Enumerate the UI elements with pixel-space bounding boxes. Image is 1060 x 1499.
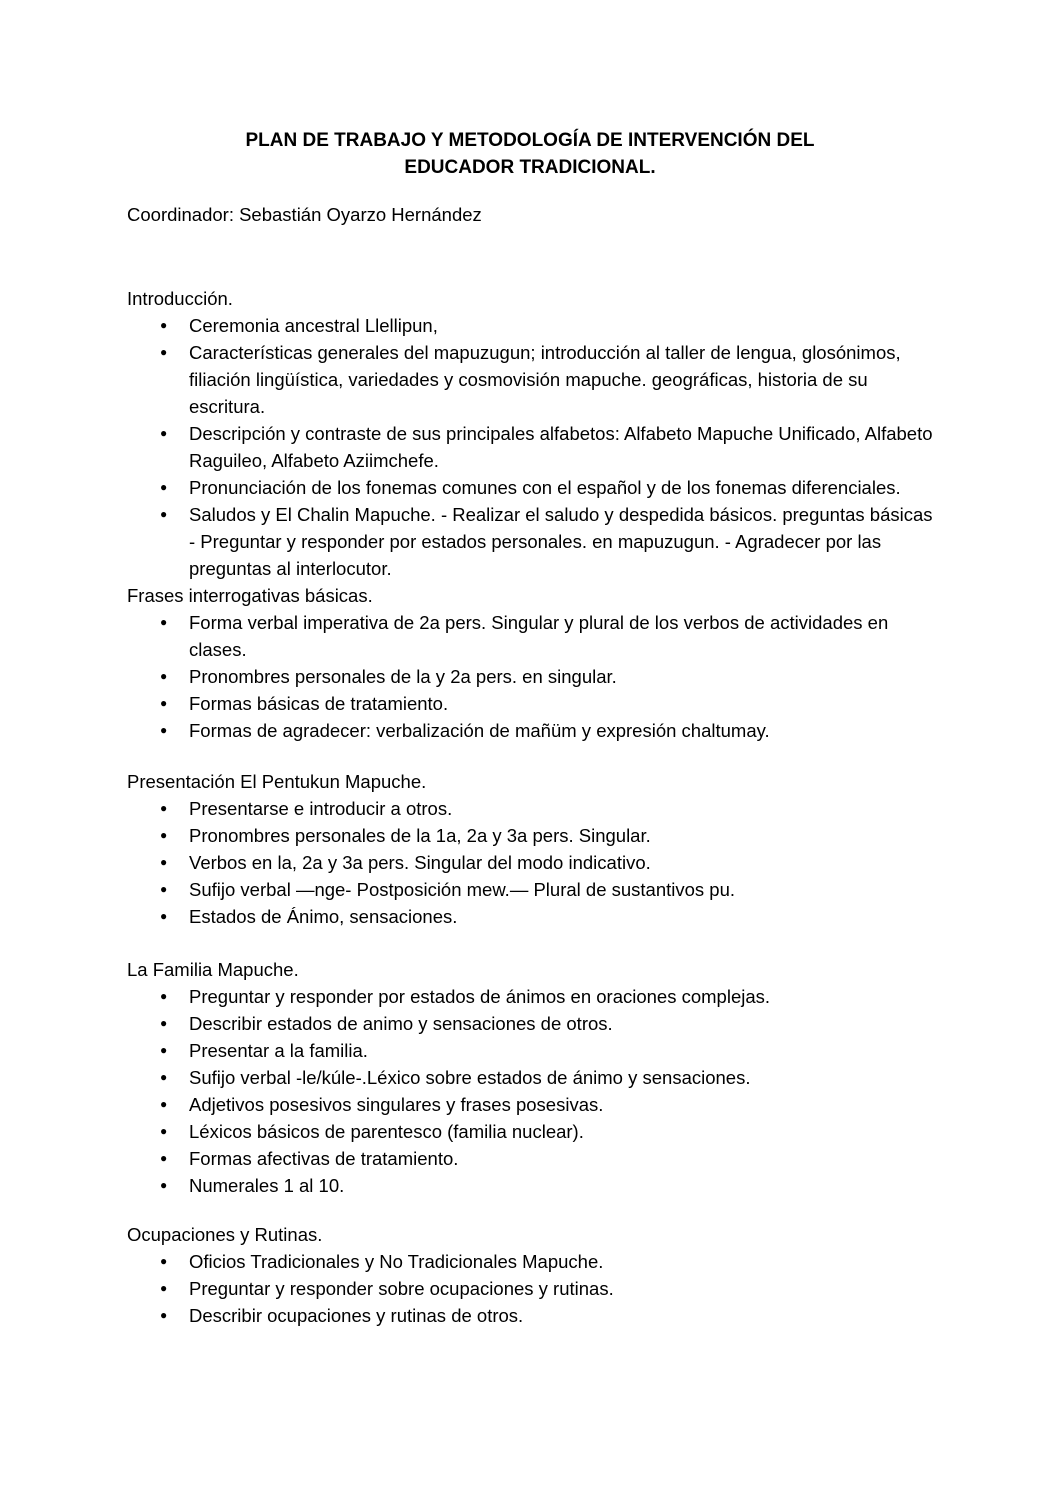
list-item bbox=[127, 983, 933, 1010]
list-item-text: Sufijo verbal -le/kúle-.Léxico sobre estados de ánimo y sensaciones. bbox=[189, 1067, 751, 1088]
list-item-text: Léxicos básicos de parentesco (familia nuclear). bbox=[189, 1121, 584, 1142]
list-item bbox=[127, 501, 933, 582]
list-item bbox=[127, 1302, 933, 1329]
list-item-text: Numerales 1 al 10. bbox=[189, 1175, 345, 1196]
section-frases-interrogativas bbox=[127, 582, 933, 744]
bullet-list-ocupaciones-rutinas bbox=[127, 1248, 933, 1329]
list-item-text: Descripción y contraste de sus principales alfabetos: Alfabeto Mapuche Unificado, Alfabeto Raguileo, Alfabeto Aziimchefe. bbox=[189, 423, 933, 471]
list-item bbox=[127, 876, 933, 903]
section-heading-introduccion: Introducción. bbox=[127, 288, 233, 309]
list-item bbox=[127, 690, 933, 717]
list-item-text: Presentar a la familia. bbox=[189, 1040, 368, 1061]
list-item bbox=[127, 339, 933, 420]
list-item bbox=[127, 795, 933, 822]
section-heading-frases-interrogativas: Frases interrogativas básicas. bbox=[127, 585, 373, 606]
document-title-line2: EDUCADOR TRADICIONAL. bbox=[404, 157, 656, 178]
list-item bbox=[127, 1064, 933, 1091]
list-item-text: Sufijo verbal —nge- Postposición mew.— Plural de sustantivos pu. bbox=[189, 879, 736, 900]
list-item bbox=[127, 609, 933, 663]
section-heading-familia-mapuche: La Familia Mapuche. bbox=[127, 959, 299, 980]
list-item bbox=[127, 1172, 933, 1199]
bullet-list-introduccion bbox=[127, 312, 933, 582]
section-familia-mapuche bbox=[127, 956, 933, 1199]
bullet-list-familia-mapuche bbox=[127, 983, 933, 1199]
list-item bbox=[127, 312, 933, 339]
list-item-text: Oficios Tradicionales y No Tradicionales Mapuche. bbox=[189, 1251, 604, 1272]
section-presentacion-pentukun bbox=[127, 768, 933, 930]
list-item-text: Pronombres personales de la 1a, 2a y 3a pers. Singular. bbox=[189, 825, 651, 846]
list-item-text: Describir estados de animo y sensaciones de otros. bbox=[189, 1013, 613, 1034]
list-item bbox=[127, 903, 933, 930]
list-item-text: Formas básicas de tratamiento. bbox=[189, 693, 449, 714]
list-item-text: Presentarse e introducir a otros. bbox=[189, 798, 453, 819]
list-item bbox=[127, 1145, 933, 1172]
bullet-list-presentacion-pentukun bbox=[127, 795, 933, 930]
list-item bbox=[127, 663, 933, 690]
coordinator-line: Coordinador: Sebastián Oyarzo Hernández bbox=[127, 204, 482, 225]
section-heading-presentacion-pentukun: Presentación El Pentukun Mapuche. bbox=[127, 771, 427, 792]
list-item bbox=[127, 717, 933, 744]
section-ocupaciones-rutinas bbox=[127, 1221, 933, 1329]
list-item-text: Estados de Ánimo, sensaciones. bbox=[189, 906, 458, 927]
list-item-text: Formas afectivas de tratamiento. bbox=[189, 1148, 459, 1169]
list-item-text: Verbos en la, 2a y 3a pers. Singular del modo indicativo. bbox=[189, 852, 651, 873]
section-introduccion bbox=[127, 285, 933, 582]
list-item-text: Adjetivos posesivos singulares y frases posesivas. bbox=[189, 1094, 604, 1115]
list-item-text: Características generales del mapuzugun; introducción al taller de lengua, glosónimos, filiación lingüística, variedades y cosmovisión mapuche. geográficas, historia de su escritura. bbox=[189, 342, 901, 417]
list-item-text: Pronunciación de los fonemas comunes con el español y de los fonemas diferenciales. bbox=[189, 477, 901, 498]
list-item-text: Forma verbal imperativa de 2a pers. Singular y plural de los verbos de actividades en clases. bbox=[189, 612, 889, 660]
list-item bbox=[127, 1091, 933, 1118]
list-item-text: Saludos y El Chalin Mapuche. - Realizar el saludo y despedida básicos. preguntas básicas - Preguntar y responder por estados personales. en mapuzugun. - Agradecer por las preguntas al interlocutor. bbox=[189, 504, 933, 579]
document-title bbox=[127, 127, 933, 181]
section-heading-ocupaciones-rutinas: Ocupaciones y Rutinas. bbox=[127, 1224, 323, 1245]
list-item bbox=[127, 1010, 933, 1037]
list-item bbox=[127, 420, 933, 474]
list-item bbox=[127, 474, 933, 501]
list-item-text: Formas de agradecer: verbalización de mañüm y expresión chaltumay. bbox=[189, 720, 770, 741]
list-item-text: Ceremonia ancestral Llellipun, bbox=[189, 315, 438, 336]
list-item bbox=[127, 1248, 933, 1275]
list-item bbox=[127, 1118, 933, 1145]
list-item-text: Describir ocupaciones y rutinas de otros. bbox=[189, 1305, 524, 1326]
list-item-text: Preguntar y responder sobre ocupaciones y rutinas. bbox=[189, 1278, 614, 1299]
list-item bbox=[127, 1037, 933, 1064]
document-title-line1: PLAN DE TRABAJO Y METODOLOGÍA DE INTERVENCIÓN DEL bbox=[245, 130, 815, 151]
list-item bbox=[127, 1275, 933, 1302]
list-item bbox=[127, 849, 933, 876]
list-item-text: Pronombres personales de la y 2a pers. en singular. bbox=[189, 666, 617, 687]
list-item-text: Preguntar y responder por estados de ánimos en oraciones complejas. bbox=[189, 986, 771, 1007]
bullet-list-frases-interrogativas bbox=[127, 609, 933, 744]
list-item bbox=[127, 822, 933, 849]
